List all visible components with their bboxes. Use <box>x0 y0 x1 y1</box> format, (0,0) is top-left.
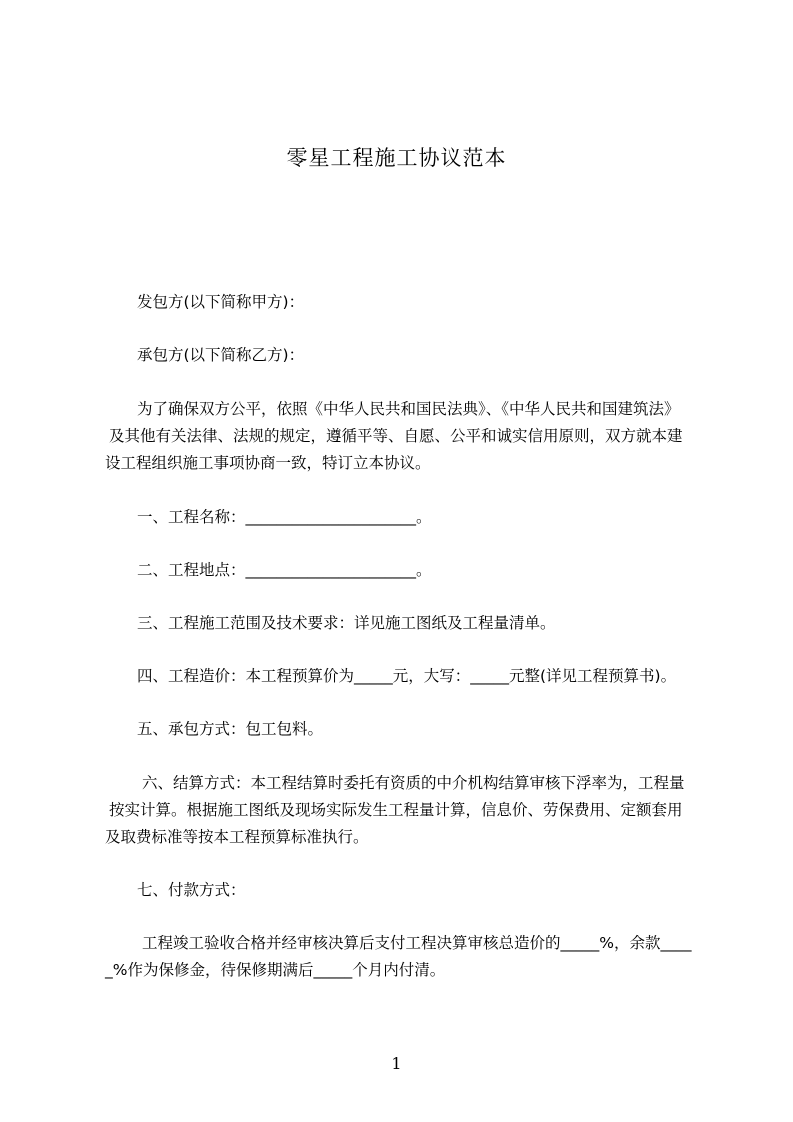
clause-project-location: 二、工程地点：______________________。 <box>137 561 432 579</box>
clause-settlement-line-2: 按实计算。根据施工图纸及现场实际发生工程量计算，信息价、劳保费用、定额套用 <box>109 801 683 819</box>
clause-settlement-line-3: 及取费标准等按本工程预算标准执行。 <box>105 828 369 846</box>
document-title: 零星工程施工协议范本 <box>286 146 507 170</box>
payment-line-2: _%作为保修金，待保修期满后_____个月内付清。 <box>105 961 446 979</box>
clause-payment-heading: 七、付款方式： <box>137 881 246 899</box>
party-b-line: 承包方(以下简称乙方)： <box>137 346 305 364</box>
preamble-line-3: 设工程组织施工事项协商一致，特订立本协议。 <box>105 454 431 472</box>
payment-line-1: 工程竣工验收合格并经审核决算后支付工程决算审核总造价的_____%，余款____ <box>142 934 692 952</box>
clause-project-name: 一、工程名称：______________________。 <box>137 508 432 526</box>
party-a-line: 发包方(以下简称甲方)： <box>137 293 305 311</box>
clause-settlement-line-1: 六、结算方式：本工程结算时委托有资质的中介机构结算审核下浮率为，工程量 <box>142 774 685 792</box>
clause-contract-mode: 五、承包方式：包工包料。 <box>137 720 324 738</box>
page-number: 1 <box>391 1054 402 1073</box>
clause-scope: 三、工程施工范围及技术要求：详见施工图纸及工程量清单。 <box>137 614 556 632</box>
preamble-line-1: 为了确保双方公平，依照《中华人民共和国民法典》、《中华人民共和国建筑法》 <box>137 400 680 418</box>
preamble-line-2: 及其他有关法律、法规的规定，遵循平等、自愿、公平和诚实信用原则，双方就本建 <box>109 427 683 445</box>
clause-cost: 四、工程造价：本工程预算价为_____元，大写：_____元整(详见工程预算书)。 <box>137 667 677 685</box>
